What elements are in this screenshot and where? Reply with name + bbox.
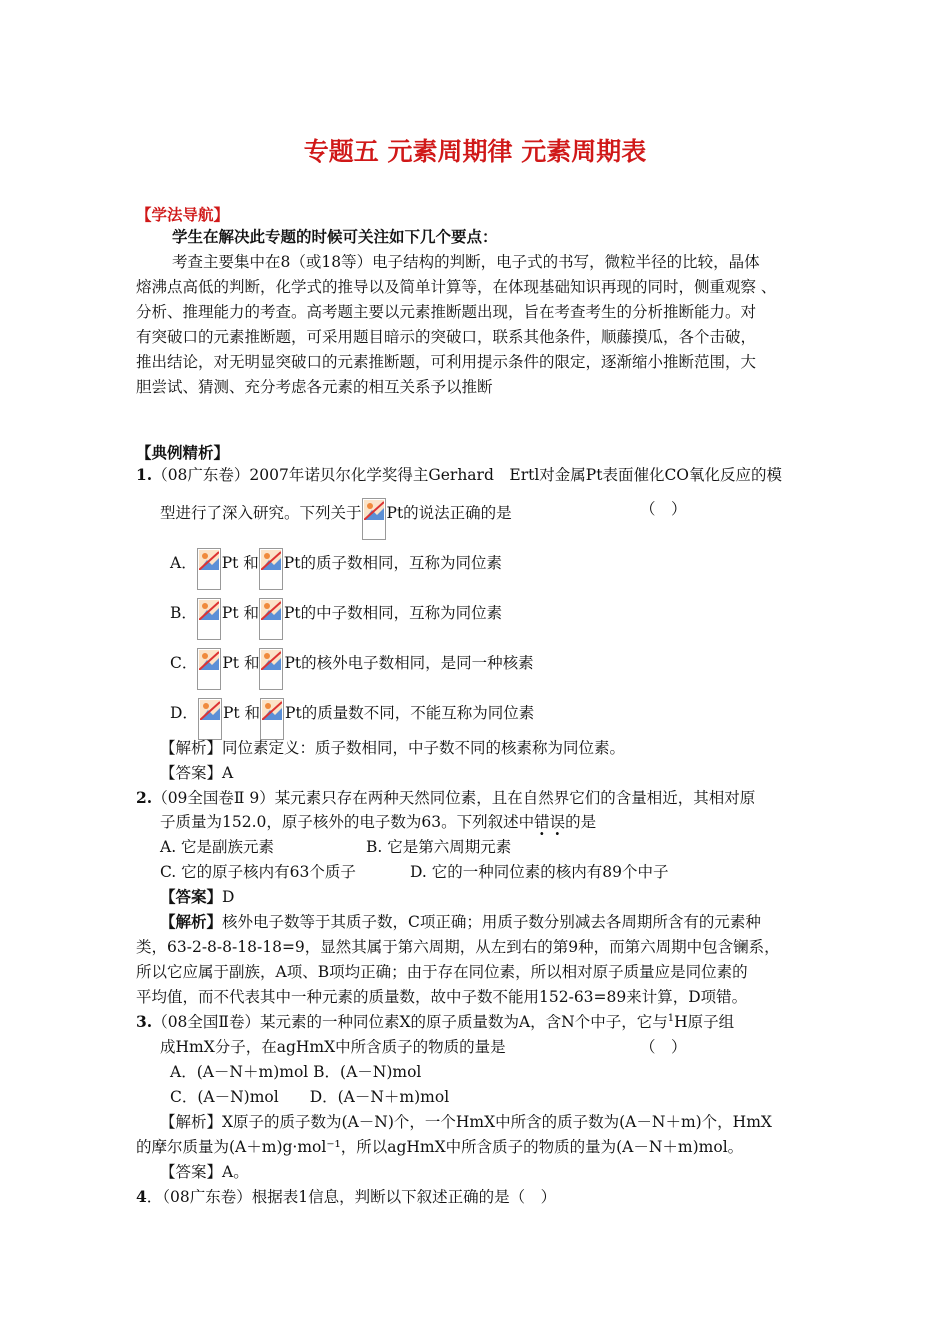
question-2-line2 <box>160 811 596 833</box>
emphasis-text: 误 <box>549 813 566 831</box>
option-text: Pt的核外电子数相同，是同一种核素 <box>284 654 534 672</box>
question-number: 4 <box>136 1187 147 1206</box>
analysis-text: 的摩尔质量为(A＋m)g·mol⁻¹，所以agHmX中所含质子的物质的量为(A－N＋m)mol。 <box>136 1138 744 1156</box>
option-c <box>170 648 534 690</box>
analysis-text: 平均值，而不代表其中一种元素的质量数，故中子数不能用152-63=89来计算，D项错。 <box>136 988 748 1006</box>
broken-image-icon <box>197 548 221 590</box>
guide-header: 【学法导航】 <box>136 205 230 224</box>
question-3-line1 <box>136 1011 734 1033</box>
question-text: H原子组 <box>674 1013 735 1031</box>
question-2-analysis <box>160 911 761 933</box>
question-number: 2. <box>136 788 153 807</box>
option-b: B. 它是第六周期元素 <box>366 838 512 856</box>
option-text: Pt 和 <box>222 654 260 672</box>
analysis-label: 【解析】 <box>160 912 223 931</box>
analysis-text: 所以它应属于副族，A项、B项均正确；由于存在同位素，所以相对原子质量应是同位素的 <box>136 963 748 981</box>
analysis-text: 核外电子数等于其质子数，C项正确；用质子数分别减去各周期所含有的元素种 <box>222 913 761 931</box>
question-3-line2: 成HmX分子，在agHmX中所含质子的物质的量是 <box>160 1038 506 1056</box>
question-text: Pt的说法正确的是 <box>386 504 512 522</box>
option-b <box>170 598 502 640</box>
broken-image-icon <box>260 698 284 740</box>
option-label: D． <box>170 704 198 722</box>
question-number: 1. <box>136 465 153 484</box>
guide-lead: 学生在解决此专题的时候可关注如下几个要点： <box>172 227 498 246</box>
broken-image-icon <box>197 598 221 640</box>
option-a <box>170 548 502 590</box>
page-title: 专题五 元素周期律 元素周期表 <box>303 137 647 166</box>
option-text: Pt 和 <box>222 704 261 722</box>
option-d: D. 它的一种同位素的核内有89个中子 <box>410 863 669 881</box>
broken-image-icon <box>197 648 221 690</box>
superscript: 1 <box>667 1012 675 1024</box>
question-3-answer: 【答案】A。 <box>160 1163 249 1181</box>
guide-line: 推出结论，对无明显突破口的元素推断题，可利用提示条件的限定，逐渐缩小推断范围，大 <box>136 353 757 371</box>
option-label: B． <box>170 604 197 622</box>
broken-image-icon <box>259 548 283 590</box>
emphasis-text: 错 <box>534 813 550 831</box>
question-1-answer: 【答案】A <box>160 764 234 782</box>
broken-image-icon <box>259 648 283 690</box>
answer-paren: （ ） <box>640 1038 687 1056</box>
question-number: 3. <box>136 1012 153 1031</box>
question-text: 型进行了深入研究。下列关于 <box>160 504 362 522</box>
question-text: 的是 <box>565 813 597 831</box>
options-cd: C．(A－N)mol D．(A－N＋m)mol <box>170 1088 450 1106</box>
option-label: A． <box>170 554 197 572</box>
option-a: A. 它是副族元素 <box>160 838 275 856</box>
broken-image-icon <box>198 698 222 740</box>
question-3-analysis: 【解析】X原子的质子数为(A－N)个，一个HmX中所含的质子数为(A－N＋m)个，HmX <box>160 1113 772 1131</box>
option-text: Pt的质量数不同，不能互称为同位素 <box>285 704 535 722</box>
examples-header: 【典例精析】 <box>136 443 230 462</box>
option-text: Pt的中子数相同，互称为同位素 <box>283 604 503 622</box>
guide-line: 熔沸点高低的判断，化学式的推导以及简单计算等，在体现基础知识再现的同时，侧重观察 、 <box>136 278 777 296</box>
option-d <box>170 698 534 740</box>
question-text: ．（08广东卷）根据表1信息，判断以下叙述正确的是（ ） <box>146 1188 557 1206</box>
question-2-line1 <box>136 787 755 809</box>
question-text: （08全国Ⅱ卷）某元素的一种同位素X的原子质量数为A，含N个中子，它与 <box>152 1013 668 1031</box>
question-text: （09全国卷Ⅱ 9）某元素只存在两种天然同位素，且在自然界它们的含量相近，其相对原 <box>152 789 756 807</box>
question-1-line1 <box>136 464 782 486</box>
option-label: C． <box>170 654 198 672</box>
question-1-analysis: 【解析】同位素定义：质子数相同，中子数不同的核素称为同位素。 <box>160 739 626 757</box>
broken-image-icon <box>362 498 386 540</box>
broken-image-icon <box>259 598 283 640</box>
question-text: 子质量为152.0，原子核外的电子数为63。下列叙述中 <box>160 813 535 831</box>
question-text: （08广东卷）2007年诺贝尔化学奖得主Gerhard Ertl对金属Pt表面催化CO氧化反应的模 <box>152 466 783 484</box>
option-c: C. 它的原子核内有63个质子 <box>160 863 356 881</box>
analysis-text: 类，63-2-8-8-18-18=9，显然其属于第六周期，从左到右的第9种，而第六周期中包含镧系， <box>136 938 780 956</box>
guide-line: 有突破口的元素推断题，可采用题目暗示的突破口，联系其他条件，顺藤摸瓜，各个击破， <box>136 328 757 346</box>
answer-paren: （ ） <box>640 500 687 518</box>
guide-line: 考查主要集中在8（或18等）电子结构的判断，电子式的书写，微粒半径的比较，晶体 <box>172 253 760 271</box>
options-ab: A．(A－N＋m)mol B．(A－N)mol <box>170 1063 422 1081</box>
question-4 <box>136 1186 556 1208</box>
answer-label: 【答案】 <box>160 887 223 906</box>
guide-line: 分析、推理能力的考查。高考题主要以元素推断题出现，旨在考查考生的分析推断能力。对 <box>136 303 757 321</box>
option-text: Pt 和 <box>221 554 259 572</box>
option-text: Pt的质子数相同，互称为同位素 <box>283 554 502 572</box>
option-text: Pt 和 <box>221 604 259 622</box>
guide-line: 胆尝试、猜测、充分考虑各元素的相互关系予以推断 <box>136 378 493 396</box>
question-2-answer <box>160 886 234 908</box>
answer-value: D <box>222 888 235 906</box>
question-1-line2 <box>160 498 512 540</box>
